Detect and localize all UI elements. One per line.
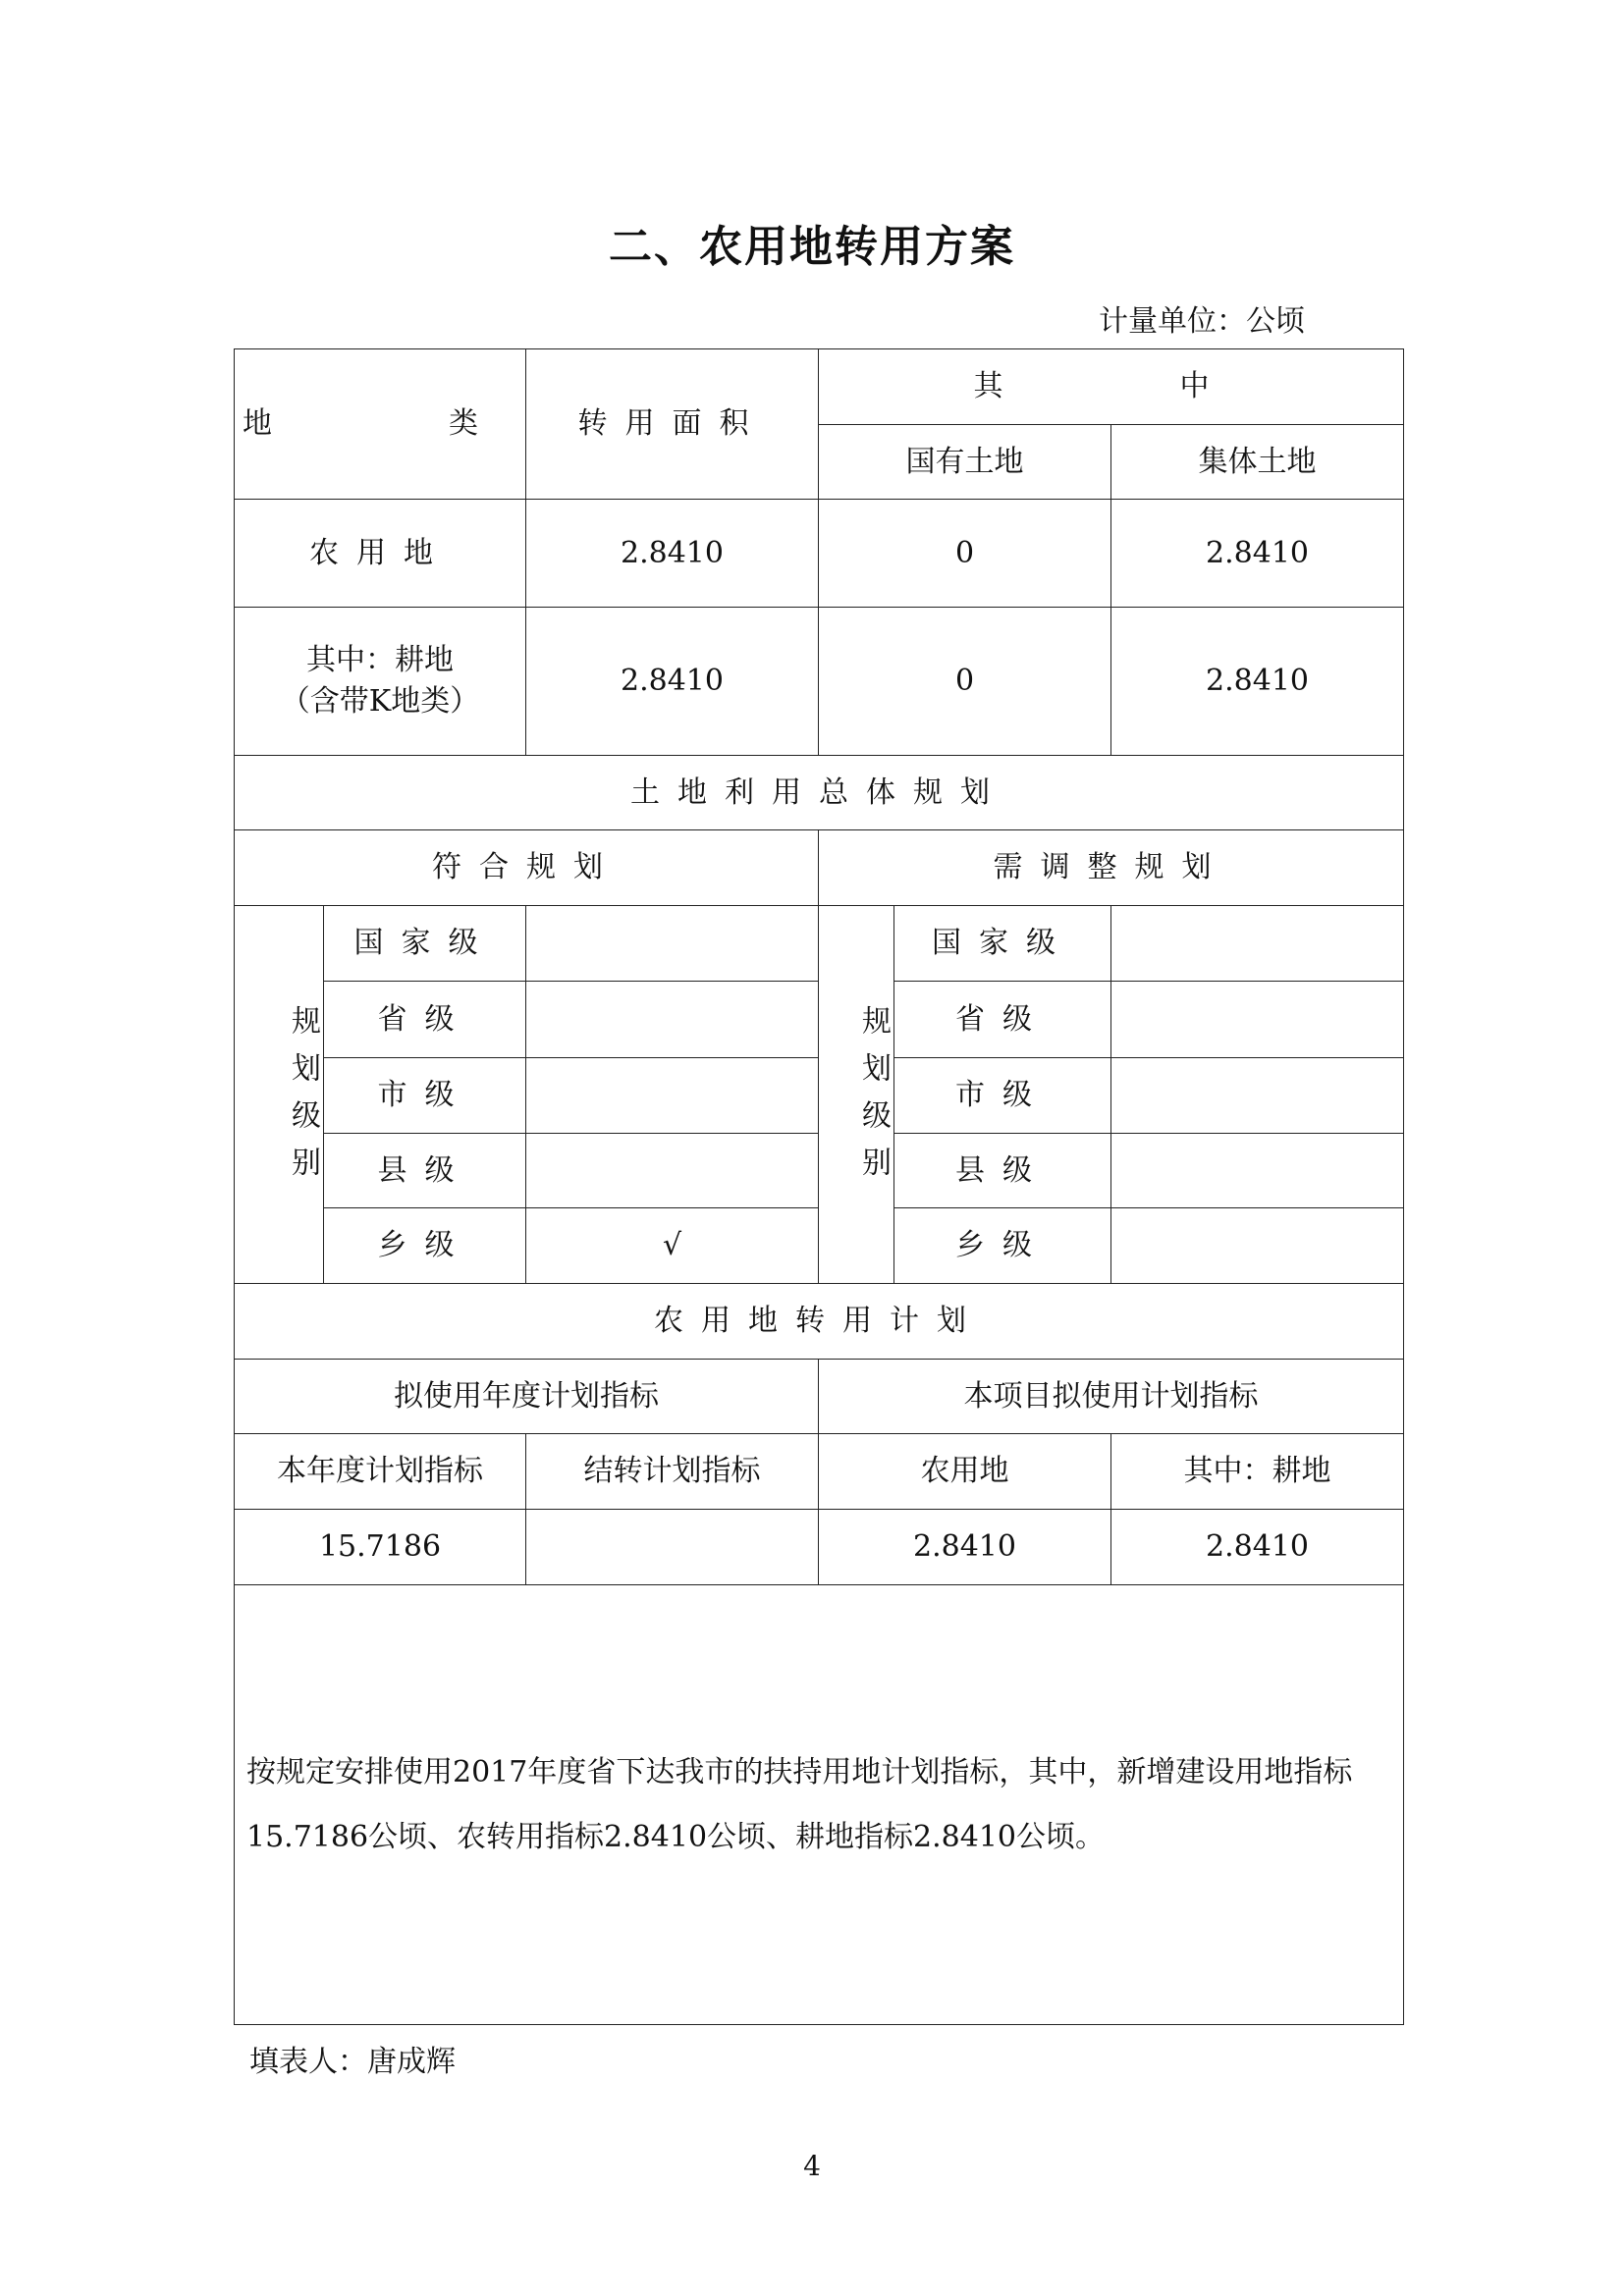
level-township: 乡级 (894, 1208, 1111, 1284)
note-text: 按规定安排使用2017年度省下达我市的扶持用地计划指标，其中，新增建设用地指标15.7186公顷、农转用指标2.8410公顷、耕地指标2.8410公顷。 (235, 1585, 1404, 2025)
row-label-line1: 其中：耕地 (306, 643, 454, 677)
adjust-mark (1111, 1134, 1404, 1208)
this-year-header: 本年度计划指标 (235, 1434, 526, 1510)
table-row (235, 500, 1404, 608)
level-city: 市级 (894, 1058, 1111, 1134)
row-label (235, 608, 526, 756)
level-province: 省级 (324, 982, 526, 1058)
conform-mark (526, 1058, 819, 1134)
carry-over-header: 结转计划指标 (526, 1434, 819, 1510)
farmland-header: 农用地 (819, 1434, 1111, 1510)
cultivated-header: 其中：耕地 (1111, 1434, 1404, 1510)
planning-section-title: 土地利用总体规划 (235, 756, 1404, 830)
conform-mark (526, 982, 819, 1058)
annual-index-header: 拟使用年度计划指标 (235, 1360, 819, 1434)
collective-value: 2.8410 (1111, 500, 1404, 608)
state-value: 0 (819, 608, 1111, 756)
level-national: 国家级 (894, 906, 1111, 982)
header-converted-area: 转用面积 (526, 349, 819, 500)
project-index-header: 本项目拟使用计划指标 (819, 1360, 1404, 1434)
page-number: 4 (803, 2150, 821, 2182)
level-county: 县级 (324, 1134, 526, 1208)
conform-mark (526, 906, 819, 982)
row-label: 农用地 (235, 500, 526, 608)
conform-level-label: 规划级别 (235, 906, 324, 1284)
adjust-mark (1111, 1208, 1404, 1284)
conform-mark: √ (526, 1208, 819, 1284)
level-province: 省级 (894, 982, 1111, 1058)
table-row (235, 1510, 1404, 1585)
adjust-mark (1111, 982, 1404, 1058)
level-county: 县级 (894, 1134, 1111, 1208)
page-title: 二、农用地转用方案 (609, 222, 1015, 272)
conversion-table (234, 348, 1404, 2025)
conform-header: 符合规划 (235, 830, 819, 906)
cultivated-value: 2.8410 (1111, 1510, 1404, 1585)
adjust-mark (1111, 906, 1404, 982)
form-filler: 填表人：唐成辉 (249, 2045, 456, 2079)
adjust-level-label: 规划级别 (819, 906, 894, 1284)
header-state-land: 国有土地 (819, 425, 1111, 500)
level-city: 市级 (324, 1058, 526, 1134)
collective-value: 2.8410 (1111, 608, 1404, 756)
header-of-which: 其 中 (819, 349, 1404, 425)
farmland-value: 2.8410 (819, 1510, 1111, 1585)
level-township: 乡级 (324, 1208, 526, 1284)
adjust-header: 需调整规划 (819, 830, 1404, 906)
adjust-mark (1111, 1058, 1404, 1134)
carry-over-value (526, 1510, 819, 1585)
conform-mark (526, 1134, 819, 1208)
area-value: 2.8410 (526, 608, 819, 756)
level-national: 国家级 (324, 906, 526, 982)
unit-label: 计量单位：公顷 (1099, 304, 1305, 339)
area-value: 2.8410 (526, 500, 819, 608)
row-label-line2: （含带K地类） (280, 684, 480, 719)
header-collective-land: 集体土地 (1111, 425, 1404, 500)
table-row (235, 608, 1404, 756)
header-land-type: 地 类 (235, 349, 526, 500)
this-year-value: 15.7186 (235, 1510, 526, 1585)
state-value: 0 (819, 500, 1111, 608)
plan-section-title: 农用地转用计划 (235, 1284, 1404, 1360)
